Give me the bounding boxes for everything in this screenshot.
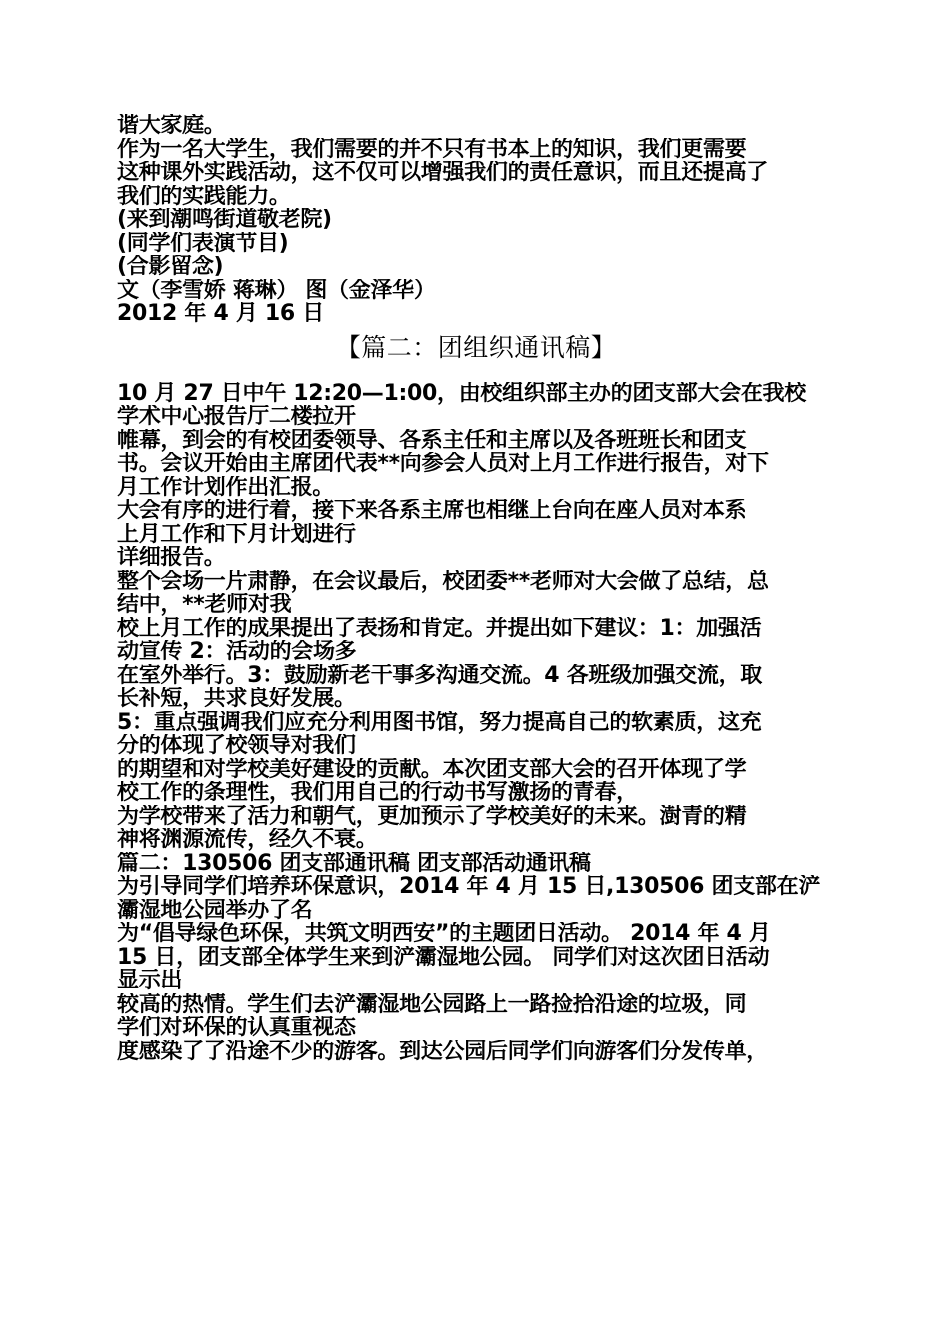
text-line: 学们对环保的认真重视态 <box>117 1016 356 1040</box>
text-line: 详细报告。 <box>117 546 226 570</box>
text-line: 这种课外实践活动，这不仅可以增强我们的责任意识，而且还提高了 <box>117 161 769 185</box>
article-date: 2012 年 4 月 16 日 <box>117 302 324 326</box>
photo-caption: (来到潮鸣街道敬老院) <box>117 208 332 232</box>
text-line: 结中，**老师对我 <box>117 593 292 617</box>
text-line: 上月工作和下月计划进行 <box>117 522 356 546</box>
subsection-title: 篇二：130506 团支部通讯稿 团支部活动通讯稿 <box>117 851 591 875</box>
text-line: 在室外举行。3：鼓励新老干事多沟通交流。4 各班级加强交流，取 <box>117 663 762 687</box>
text-block-1 <box>117 114 835 326</box>
text-line: 为学校带来了活力和朝气，更加预示了学校美好的未来。澍青的精 <box>117 804 747 828</box>
text-line: 我们的实践能力。 <box>117 184 291 208</box>
text-line: 5：重点强调我们应充分利用图书馆，努力提高自己的软素质，这充 <box>117 710 762 734</box>
text-line: 15 日，团支部全体学生来到浐灞湿地公园。 同学们对这次团日活动 <box>117 945 770 969</box>
text-line: 神将渊源流传，经久不衰。 <box>117 828 378 852</box>
text-line: 分的体现了校领导对我们 <box>117 734 356 758</box>
photo-caption: (合影留念) <box>117 255 224 279</box>
text-line: 10 月 27 日中午 12:20—1:00，由校组织部主办的团支部大会在我校 <box>117 381 806 405</box>
text-line: 书。会议开始由主席团代表**向参会人员对上月工作进行报告，对下 <box>117 452 769 476</box>
text-line: 月工作计划作出汇报。 <box>117 475 335 499</box>
text-line: 谐大家庭。 <box>117 114 226 138</box>
text-line: 学术中心报告厅二楼拉开 <box>117 405 356 429</box>
text-line: 为引导同学们培养环保意识，2014 年 4 月 15 日,130506 团支部在浐 <box>117 875 821 899</box>
text-line: 的期望和对学校美好建设的贡献。本次团支部大会的召开体现了学 <box>117 757 747 781</box>
text-line: 较高的热情。学生们去浐灞湿地公园路上一路捡拾沿途的垃圾，同 <box>117 992 747 1016</box>
text-line: 为“倡导绿色环保，共筑文明西安”的主题团日活动。 2014 年 4 月 <box>117 922 771 946</box>
text-line: 大会有序的进行着，接下来各系主席也相继上台向在座人员对本系 <box>117 499 747 523</box>
text-line: 动宣传 2：活动的会场多 <box>117 640 357 664</box>
author-credit: 文（李雪娇 蒋琳） 图（金泽华） <box>117 278 436 302</box>
text-line: 灞湿地公园举办了名 <box>117 898 313 922</box>
section-heading: 【篇二：团组织通讯稿】 <box>335 332 617 362</box>
text-block-2 <box>117 382 835 1064</box>
text-line: 显示出 <box>117 969 183 993</box>
text-line: 校上月工作的成果提出了表扬和肯定。并提出如下建议：1：加强活 <box>117 616 762 640</box>
text-line: 作为一名大学生，我们需要的并不只有书本上的知识，我们更需要 <box>117 137 747 161</box>
text-line: 校工作的条理性，我们用自己的行动书写激扬的青春， <box>117 781 638 805</box>
text-line: 度感染了了沿途不少的游客。到达公园后同学们向游客们分发传单， <box>117 1039 769 1063</box>
document-page <box>117 114 835 1063</box>
text-line: 帷幕，到会的有校团委领导、各系主任和主席以及各班班长和团支 <box>117 428 747 452</box>
photo-caption: (同学们表演节目) <box>117 231 289 255</box>
text-line: 长补短，共求良好发展。 <box>117 687 356 711</box>
text-line: 整个会场一片肃静，在会议最后，校团委**老师对大会做了总结，总 <box>117 569 769 593</box>
